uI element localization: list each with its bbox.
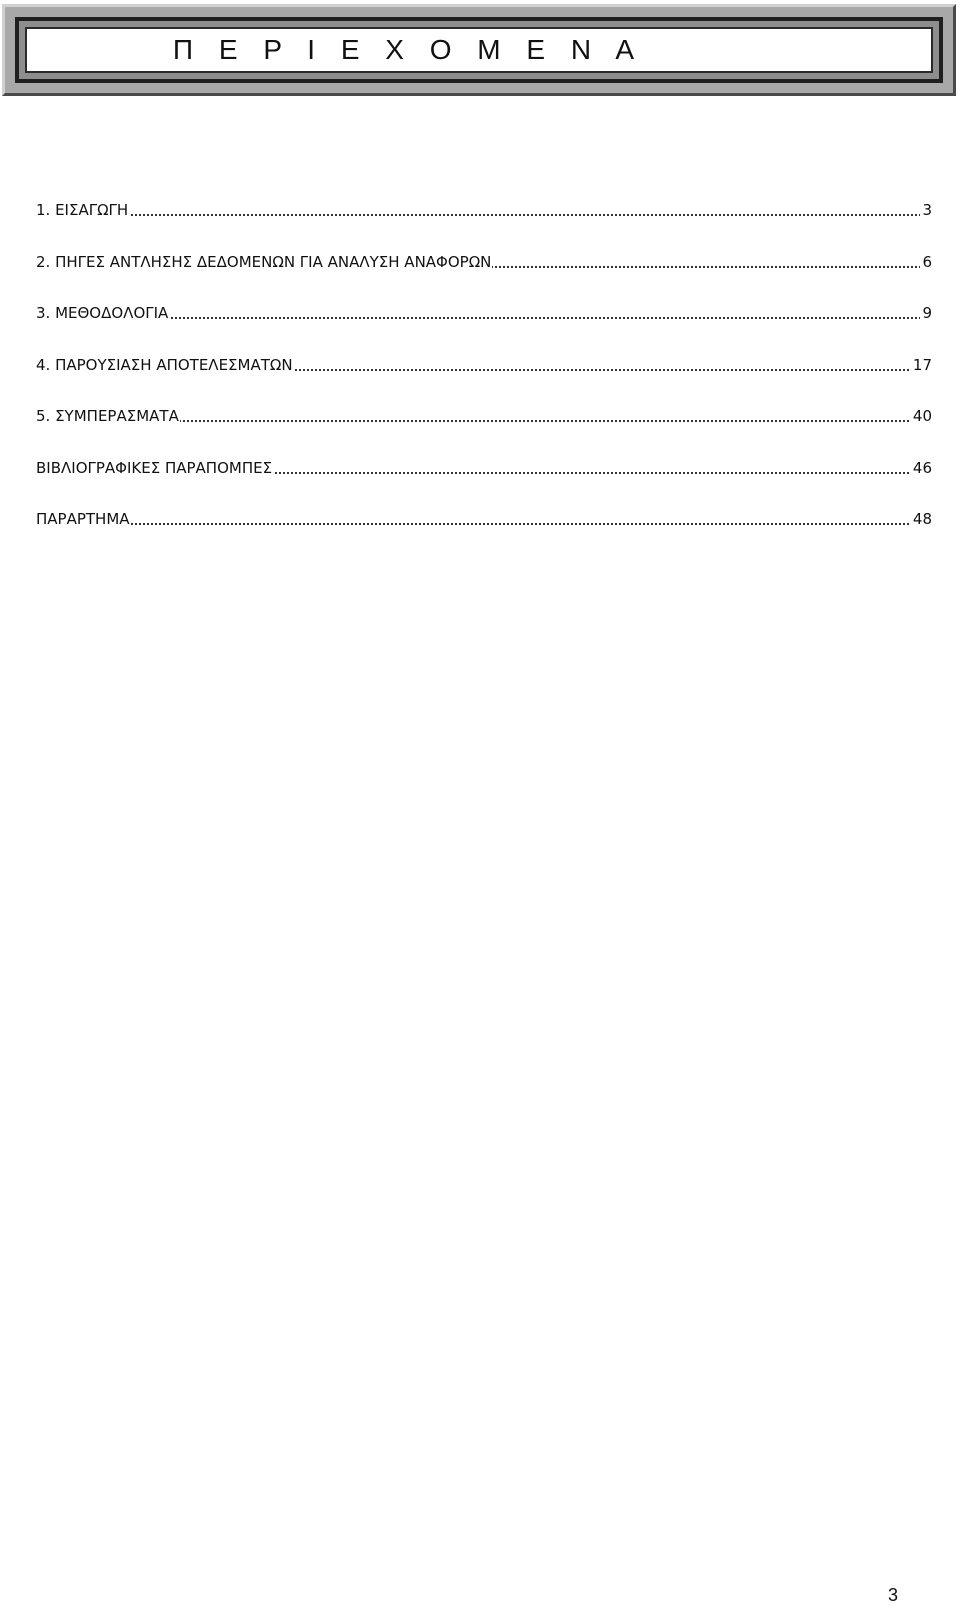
title-banner	[2, 4, 956, 96]
toc-entry-label: 5. ΣΥΜΠΕΡΑΣΜΑΤΑ	[36, 408, 179, 425]
banner-face	[25, 27, 933, 73]
page-title: Π Ε Ρ Ι Ε Χ Ο Μ Ε Ν Α	[172, 34, 643, 65]
toc-entry-label: ΒΙΒΛΙΟΓΡΑΦΙΚΕΣ ΠΑΡΑΠΟΜΠΕΣ	[36, 459, 273, 477]
toc-entry-results[interactable]	[36, 357, 932, 374]
table-of-contents	[36, 202, 932, 563]
toc-entry-label: 4. ΠΑΡΟΥΣΙΑΣΗ ΑΠΟΤΕΛΕΣΜΑΤΩΝ	[36, 356, 293, 374]
toc-entry-label: 2. ΠΗΓΕΣ ΑΝΤΛΗΣΗΣ ΔΕΔΟΜΕΝΩΝ ΓΙΑ ΑΝΑΛΥΣΗ ΑΝΑΦΟΡΩΝ	[36, 253, 492, 271]
banner-frame	[15, 17, 943, 83]
toc-entry-page: 17	[912, 356, 932, 374]
dot-leader	[36, 523, 932, 525]
toc-entry-conclusions[interactable]	[36, 408, 932, 425]
toc-entry-page: 46	[912, 459, 932, 477]
toc-entry-appendix[interactable]	[36, 511, 932, 528]
toc-entry-page: 6	[922, 253, 932, 271]
toc-entry-page: 48	[912, 511, 932, 528]
banner-bevel	[19, 21, 939, 79]
toc-entry-page: 9	[922, 305, 932, 322]
toc-entry-references[interactable]	[36, 460, 932, 477]
toc-entry-page: 3	[922, 202, 932, 219]
toc-entry-introduction[interactable]	[36, 202, 932, 219]
toc-entry-label: 3. ΜΕΘΟΔΟΛΟΓΙΑ	[36, 305, 169, 322]
toc-entry-label: 1. ΕΙΣΑΓΩΓΗ	[36, 202, 129, 219]
toc-entry-data-sources[interactable]	[36, 254, 932, 271]
toc-entry-methodology[interactable]	[36, 305, 932, 322]
page-number: 3	[887, 1585, 898, 1605]
dot-leader	[36, 317, 932, 319]
toc-entry-label: ΠΑΡΑΡΤΗΜΑ	[36, 511, 130, 528]
toc-entry-page: 40	[912, 408, 932, 425]
dot-leader	[36, 214, 932, 216]
